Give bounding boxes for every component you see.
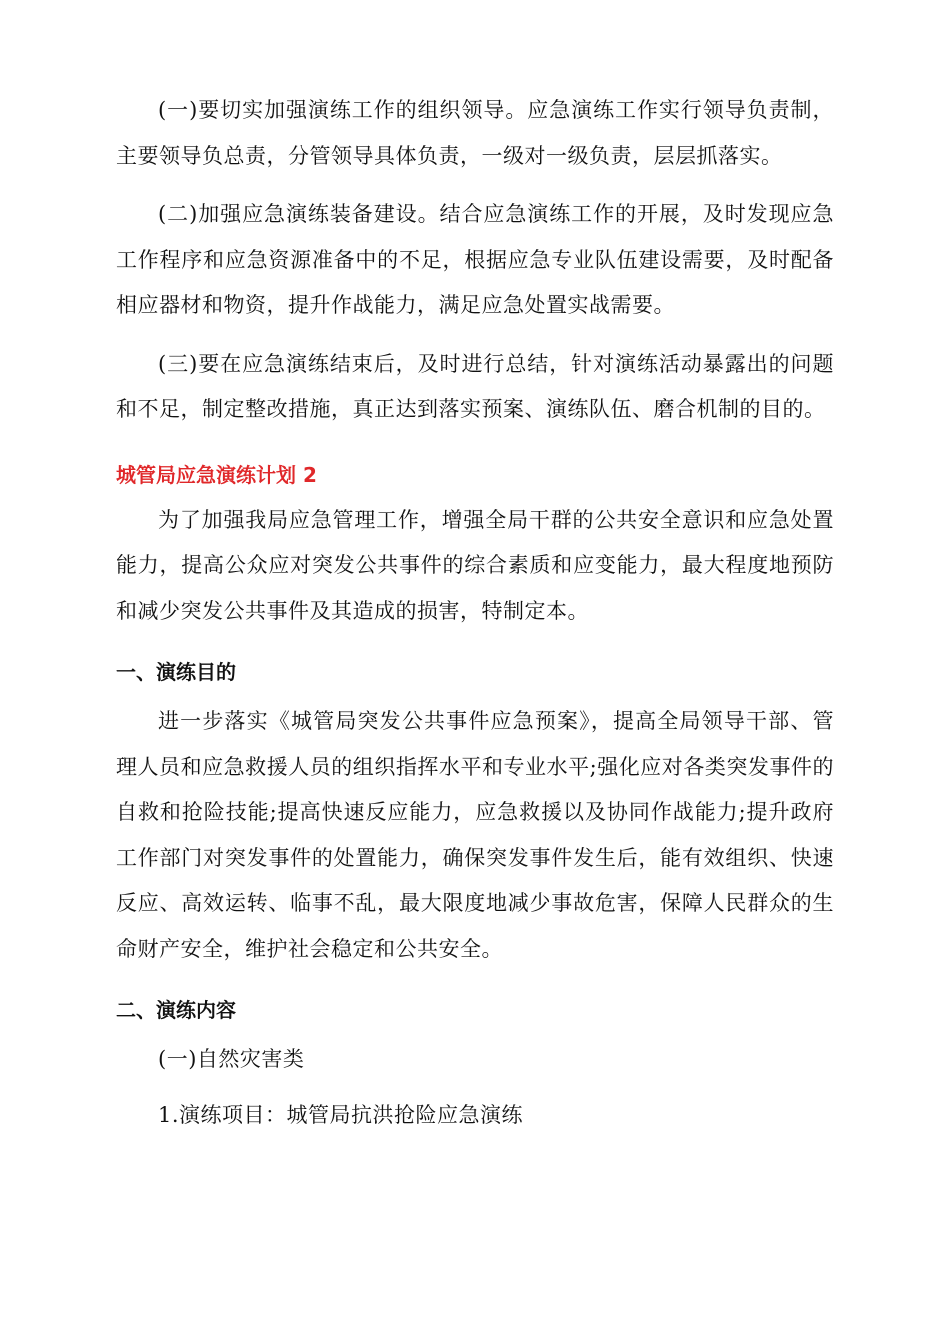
section-title: 城管局应急演练计划 2 (116, 462, 317, 487)
document-content (116, 88, 834, 1148)
heading-purpose: 一、演练目的 (116, 660, 236, 684)
paragraph-leadership: (一)要切实加强演练工作的组织领导。应急演练工作实行领导负责制，主要领导负总责，分管领导具体负责，一级对一级负责，层层抓落实。 (116, 98, 834, 168)
paragraph-summary: (三)要在应急演练结束后，及时进行总结，针对演练活动暴露出的问题和不足，制定整改措施，真正达到落实预案、演练队伍、磨合机制的目的。 (116, 351, 834, 421)
paragraph-equipment: (二)加强应急演练装备建设。结合应急演练工作的开展，及时发现应急工作程序和应急资源准备中的不足，根据应急专业队伍建设需要，及时配备相应器材和物资，提升作战能力，满足应急处置实战需要。 (116, 202, 834, 317)
subheading-natural-disasters: (一)自然灾害类 (158, 1047, 305, 1071)
paragraph-intro: 为了加强我局应急管理工作，增强全局干群的公共安全意识和应急处置能力，提高公众应对突发公共事件的综合素质和应变能力，最大程度地预防和减少突发公共事件及其造成的损害，特制定本。 (116, 507, 834, 623)
list-item-drill-project: 1.演练项目：城管局抗洪抢险应急演练 (158, 1102, 524, 1127)
paragraph-purpose: 进一步落实《城管局突发公共事件应急预案》，提高全局领导干部、管理人员和应急救援人员的组织指挥水平和专业水平;强化应对各类突发事件的自救和抢险技能;提高快速反应能力，应急救援以及协同作战能力;提升政府工作部门对突发事件的处置能力，确保突发事件发生后，能有效组织、快速反应、高效运转、临事不乱，最大限度地减少事故危害，保障人民群众的生命财产安全，维护社会稳定和公共安全。 (116, 709, 834, 961)
heading-content: 二、演练内容 (116, 998, 236, 1022)
